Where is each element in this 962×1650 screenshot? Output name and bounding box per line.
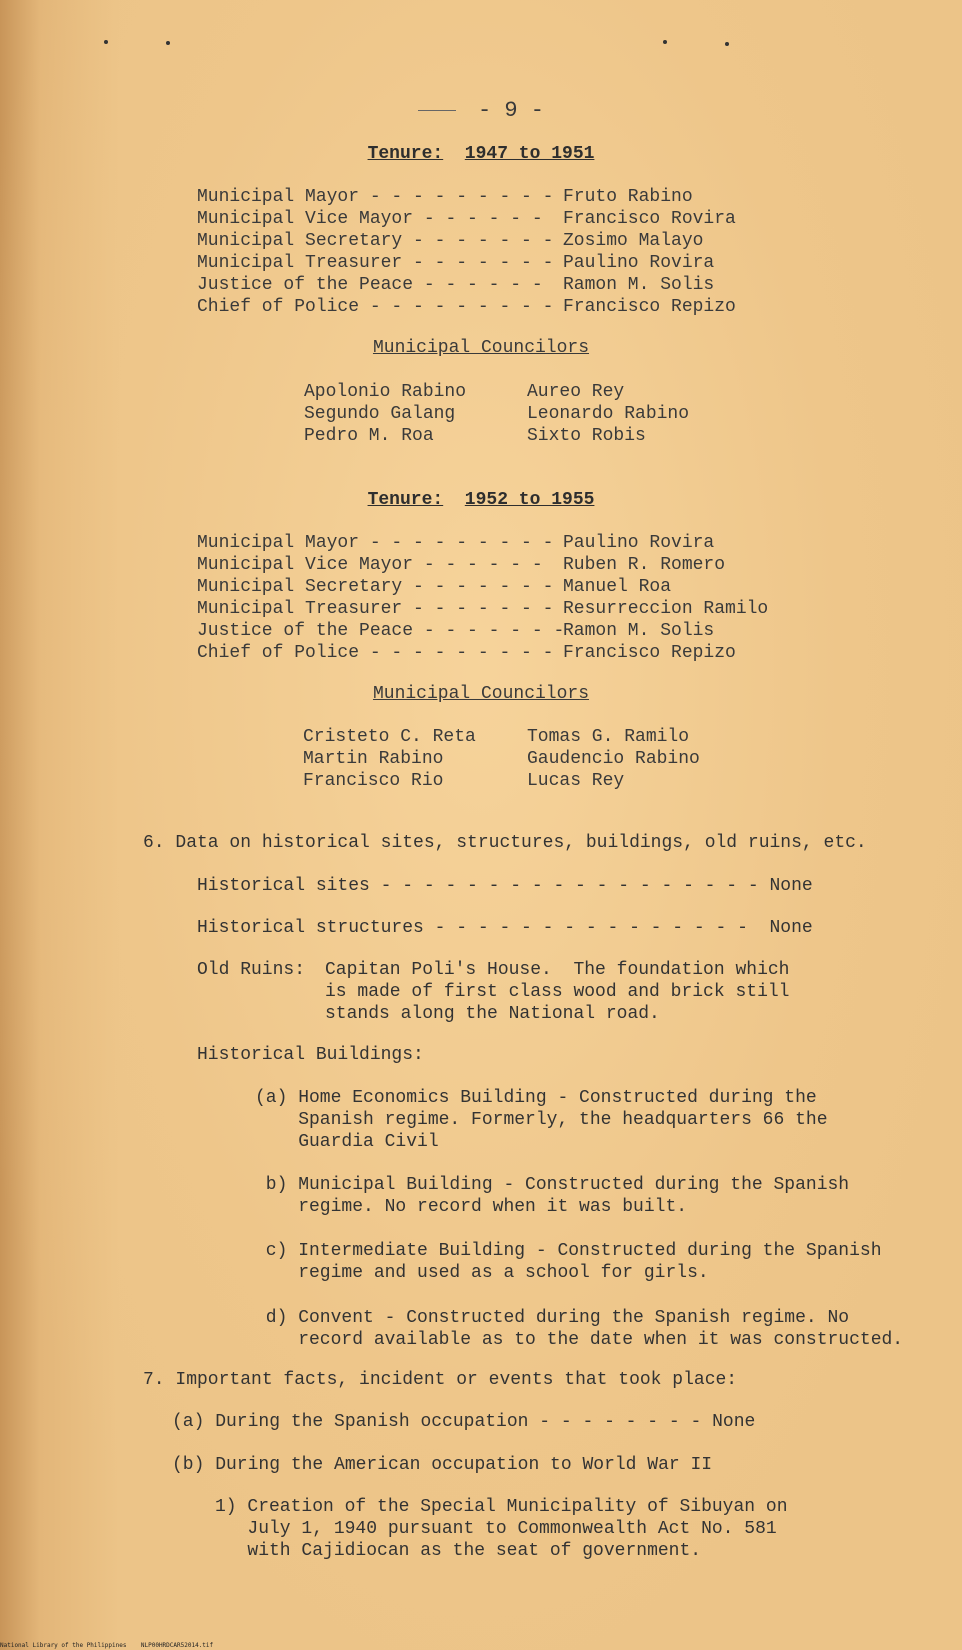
speck — [725, 42, 729, 46]
event-item-line: with Cajidiocan as the seat of government. — [215, 1541, 702, 1561]
speck — [663, 40, 667, 44]
councilor-name: Lucas Rey — [527, 771, 625, 791]
official-title: Chief of Police - - - - - - - - - — [197, 643, 554, 663]
official-name: Ruben R. Romero — [563, 555, 726, 575]
tenure-years: 1952 to 1955 — [464, 490, 595, 510]
official-name: Paulino Rovira — [563, 533, 715, 553]
official-title: Municipal Secretary - - - - - - - — [197, 231, 554, 251]
event-american: (b) During the American occupation to World War II — [172, 1455, 713, 1475]
historical-structures: Historical structures - - - - - - - - - - - - - - - None — [197, 918, 813, 938]
tenure-label: Tenure: — [367, 490, 444, 510]
councilors-heading: Municipal Councilors — [372, 338, 590, 358]
section-6-heading: 6. Data on historical sites, structures, buildings, old ruins, etc. — [143, 833, 867, 853]
councilor-name: Tomas G. Ramilo — [527, 727, 690, 747]
councilor-name: Leonardo Rabino — [527, 404, 690, 424]
historical-sites: Historical sites - - - - - - - - - - - - - - - - - - None — [197, 876, 813, 896]
tenure-heading-1 — [0, 144, 962, 164]
official-title: Municipal Vice Mayor - - - - - - — [197, 555, 543, 575]
official-name: Manuel Roa — [563, 577, 672, 597]
official-name: Resurreccion Ramilo — [563, 599, 769, 619]
official-name: Fruto Rabino — [563, 187, 693, 207]
official-name: Ramon M. Solis — [563, 275, 715, 295]
councilor-name: Segundo Galang — [304, 404, 456, 424]
building-line: Guardia Civil — [255, 1132, 439, 1152]
official-title: Municipal Treasurer - - - - - - - — [197, 599, 554, 619]
old-ruins-line: stands along the National road. — [325, 1004, 660, 1024]
building-line: regime and used as a school for girls. — [255, 1263, 709, 1283]
councilor-name: Apolonio Rabino — [304, 382, 467, 402]
official-title: Municipal Secretary - - - - - - - — [197, 577, 554, 597]
section-7-heading: 7. Important facts, incident or events that took place: — [143, 1370, 738, 1390]
building-line: regime. No record when it was built. — [255, 1197, 688, 1217]
official-title: Municipal Mayor - - - - - - - - - — [197, 533, 554, 553]
scan-footer: National Library of the Philippines NLP00HRDCAR52014.tif — [0, 1642, 214, 1649]
event-spanish: (a) During the Spanish occupation - - - - - - - - None — [172, 1412, 756, 1432]
official-title: Municipal Treasurer - - - - - - - — [197, 253, 554, 273]
building-line: c) Intermediate Building - Constructed during the Spanish — [255, 1241, 882, 1261]
councilor-name: Francisco Rio — [303, 771, 444, 791]
councilor-name: Pedro M. Roa — [304, 426, 434, 446]
official-title: Municipal Mayor - - - - - - - - - — [197, 187, 554, 207]
event-item-line: 1) Creation of the Special Municipality of Sibuyan on — [215, 1497, 788, 1517]
councilor-name: Aureo Rey — [527, 382, 625, 402]
tenure-years: 1947 to 1951 — [464, 144, 595, 164]
official-name: Francisco Repizo — [563, 297, 736, 317]
official-name: Francisco Repizo — [563, 643, 736, 663]
official-name: Paulino Rovira — [563, 253, 715, 273]
official-title: Justice of the Peace - - - - - - - — [197, 621, 565, 641]
official-title: Justice of the Peace - - - - - - — [197, 275, 543, 295]
historical-buildings-label: Historical Buildings: — [197, 1045, 424, 1065]
building-line: Spanish regime. Formerly, the headquarters 66 the — [255, 1110, 828, 1130]
speck — [166, 41, 170, 45]
official-name: Ramon M. Solis — [563, 621, 715, 641]
official-name: Francisco Rovira — [563, 209, 736, 229]
old-ruins-line: is made of first class wood and brick still — [325, 982, 790, 1002]
official-title: Municipal Vice Mayor - - - - - - — [197, 209, 543, 229]
building-line: b) Municipal Building - Constructed during the Spanish — [255, 1175, 850, 1195]
councilors-heading: Municipal Councilors — [372, 684, 590, 704]
building-line: record available as to the date when it was constructed. — [255, 1330, 904, 1350]
tenure-label: Tenure: — [367, 144, 444, 164]
old-ruins-label: Old Ruins: — [197, 960, 306, 980]
councilor-name: Sixto Robis — [527, 426, 646, 446]
official-name: Zosimo Malayo — [563, 231, 704, 251]
building-line: (a) Home Economics Building - Constructed during the — [255, 1088, 817, 1108]
old-ruins-line: Capitan Poli's House. The foundation which — [325, 960, 790, 980]
speck — [104, 40, 108, 44]
building-line: d) Convent - Constructed during the Spanish regime. No — [255, 1308, 850, 1328]
councilor-name: Gaudencio Rabino — [527, 749, 700, 769]
councilor-name: Martin Rabino — [303, 749, 444, 769]
official-title: Chief of Police - - - - - - - - - — [197, 297, 554, 317]
page-number: - 9 - — [0, 98, 962, 123]
tenure-heading-2 — [0, 490, 962, 510]
councilor-name: Cristeto C. Reta — [303, 727, 476, 747]
event-item-line: July 1, 1940 pursuant to Commonwealth Act No. 581 — [215, 1519, 777, 1539]
